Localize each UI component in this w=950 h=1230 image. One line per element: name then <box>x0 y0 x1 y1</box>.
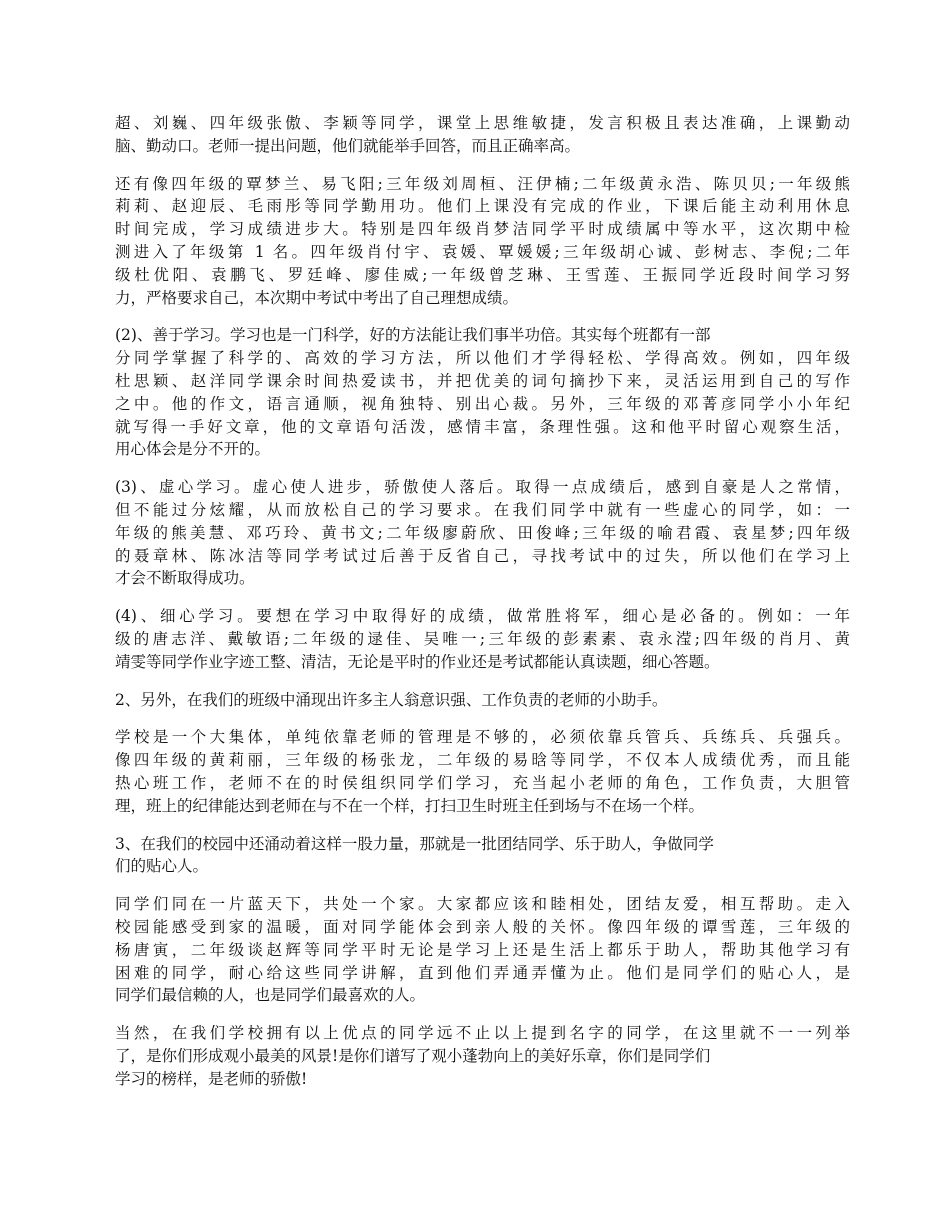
text-line: 脑、勤动口。老师一提出问题，他们就能举手回答，而且正确率高。 <box>115 136 581 155</box>
paragraph <box>115 173 850 310</box>
text-line: (3)、虚心学习。虚心使人进步，骄傲使人落后。取得一点成绩后，感到自豪是人之常情， <box>115 478 850 497</box>
text-line: 就写得一手好文章，他的文章语句活泼，感情丰富，条理性强。这和他平时留心观察生活， <box>115 417 850 436</box>
text-line: 3、在我们的校园中还涌动着这样一股力量，那就是一批团结同学、乐于助人，争做同学 <box>115 834 714 853</box>
paragraph <box>115 476 850 590</box>
text-line: 才会不断取得成功。 <box>115 569 255 588</box>
paragraph <box>115 689 850 712</box>
text-line: 热心班工作，老师不在的时侯组织同学们学习，充当起小老师的角色，工作负责，大胆管 <box>115 773 850 792</box>
text-line: 之中。他的作文，语言通顺，视角独特、别出心裁。另外，三年级的邓菁彦同学小小年纪 <box>115 394 850 413</box>
text-line: 同学们最信赖的人，也是同学们最喜欢的人。 <box>115 986 426 1005</box>
text-line: 学习的榜样，是老师的骄傲! <box>115 1069 308 1088</box>
paragraph <box>115 1022 850 1090</box>
text-line: 还有像四年级的覃梦兰、易飞阳;三年级刘周桓、汪伊楠;二年级黄永浩、陈贝贝;一年级熊 <box>115 174 850 193</box>
text-line: 测进入了年级第 1 名。四年级肖付宇、袁媛、覃媛媛;三年级胡心诚、彭树志、李倪;二年 <box>115 242 850 261</box>
text-line: 困难的同学，耐心给这些同学讲解，直到他们弄通弄懂为止。他们是同学们的贴心人，是 <box>115 963 850 982</box>
text-line: 用心体会是分不开的。 <box>115 440 271 459</box>
paragraph <box>115 324 850 461</box>
paragraph <box>115 726 850 817</box>
text-line: 们的贴心人。 <box>115 857 209 876</box>
text-line: 学校是一个大集体，单纯依靠老师的管理是不够的，必须依靠兵管兵、兵练兵、兵强兵。 <box>115 728 850 747</box>
text-line: 理，班上的纪律能达到老师在与不在一个样，打扫卫生时班主任到场与不在场一个样。 <box>115 796 705 815</box>
text-line: 当然，在我们学校拥有以上优点的同学远不止以上提到名字的同学，在这里就不一一列举 <box>115 1024 850 1043</box>
text-line: 时间完成，学习成绩进步大。特别是四年级肖梦洁同学平时成绩属中等水平，这次期中检 <box>115 220 850 239</box>
text-line: 分同学掌握了科学的、高效的学习方法，所以他们才学得轻松、学得高效。例如，四年级 <box>115 349 850 368</box>
paragraph <box>115 893 850 1007</box>
text-line: 的聂章林、陈冰洁等同学考试过后善于反省自己，寻找考试中的过失，所以他们在学习上 <box>115 546 850 565</box>
text-line: 杜思颖、赵洋同学课余时间热爱读书，并把优美的词句摘抄下来，灵活运用到自己的写作 <box>115 371 850 390</box>
text-line: (2)、善于学习。学习也是一门科学，好的方法能让我们事半功倍。其实每个班都有一部 <box>115 326 711 345</box>
text-line: 像四年级的黄莉丽，三年级的杨张龙，二年级的易晗等同学，不仅本人成绩优秀，而且能 <box>115 751 850 770</box>
text-line: 校园能感受到家的温暖，面对同学能体会到亲人般的关怀。像四年级的谭雪莲，三年级的 <box>115 917 850 936</box>
text-line: 超、刘巍、四年级张傲、李颖等同学，课堂上思维敏捷，发言积极且表达准确，上课勤动 <box>115 114 850 132</box>
paragraph <box>115 833 850 879</box>
document-page <box>115 112 850 1105</box>
text-line: 级杜优阳、袁鹏飞、罗廷峰、廖佳威;一年级曾芝琳、王雪莲、王振同学近段时间学习努 <box>115 265 850 284</box>
paragraph <box>115 112 850 158</box>
text-line: 2、另外，在我们的班级中涌现出许多主人翁意识强、工作负责的老师的小助手。 <box>115 690 668 709</box>
text-line: 靖雯等同学作业字迹工整、清洁，无论是平时的作业还是考试都能认真读题，细心答题。 <box>115 652 720 671</box>
text-line: (4)、细心学习。要想在学习中取得好的成绩，做常胜将军，细心是必备的。例如：一年 <box>115 607 850 626</box>
text-line: 力，严格要求自己，本次期中考试中考出了自己理想成绩。 <box>115 288 519 307</box>
text-line: 莉莉、赵迎辰、毛雨彤等同学勤用功。他们上课没有完成的作业，下课后能主动利用休息 <box>115 197 850 216</box>
paragraph <box>115 605 850 673</box>
text-line: 杨唐寅，二年级谈赵辉等同学平时无论是学习上还是生活上都乐于助人，帮助其他学习有 <box>115 940 850 959</box>
text-line: 年级的熊美慧、邓巧玲、黄书文;二年级廖蔚欣、田俊峰;三年级的喻君霞、袁星梦;四年级 <box>115 523 850 542</box>
text-line: 但不能过分炫耀，从而放松自己的学习要求。在我们同学中就有一些虚心的同学，如：一 <box>115 500 850 519</box>
text-line: 级的唐志洋、戴敏语;二年级的逯佳、吴唯一;三年级的彭素素、袁永滢;四年级的肖月、黄 <box>115 629 850 648</box>
text-line: 了，是你们形成观小最美的风景!是你们谱写了观小蓬勃向上的美好乐章，你们是同学们 <box>115 1046 711 1065</box>
text-line: 同学们同在一片蓝天下，共处一个家。大家都应该和睦相处，团结友爱，相互帮助。走入 <box>115 895 850 914</box>
